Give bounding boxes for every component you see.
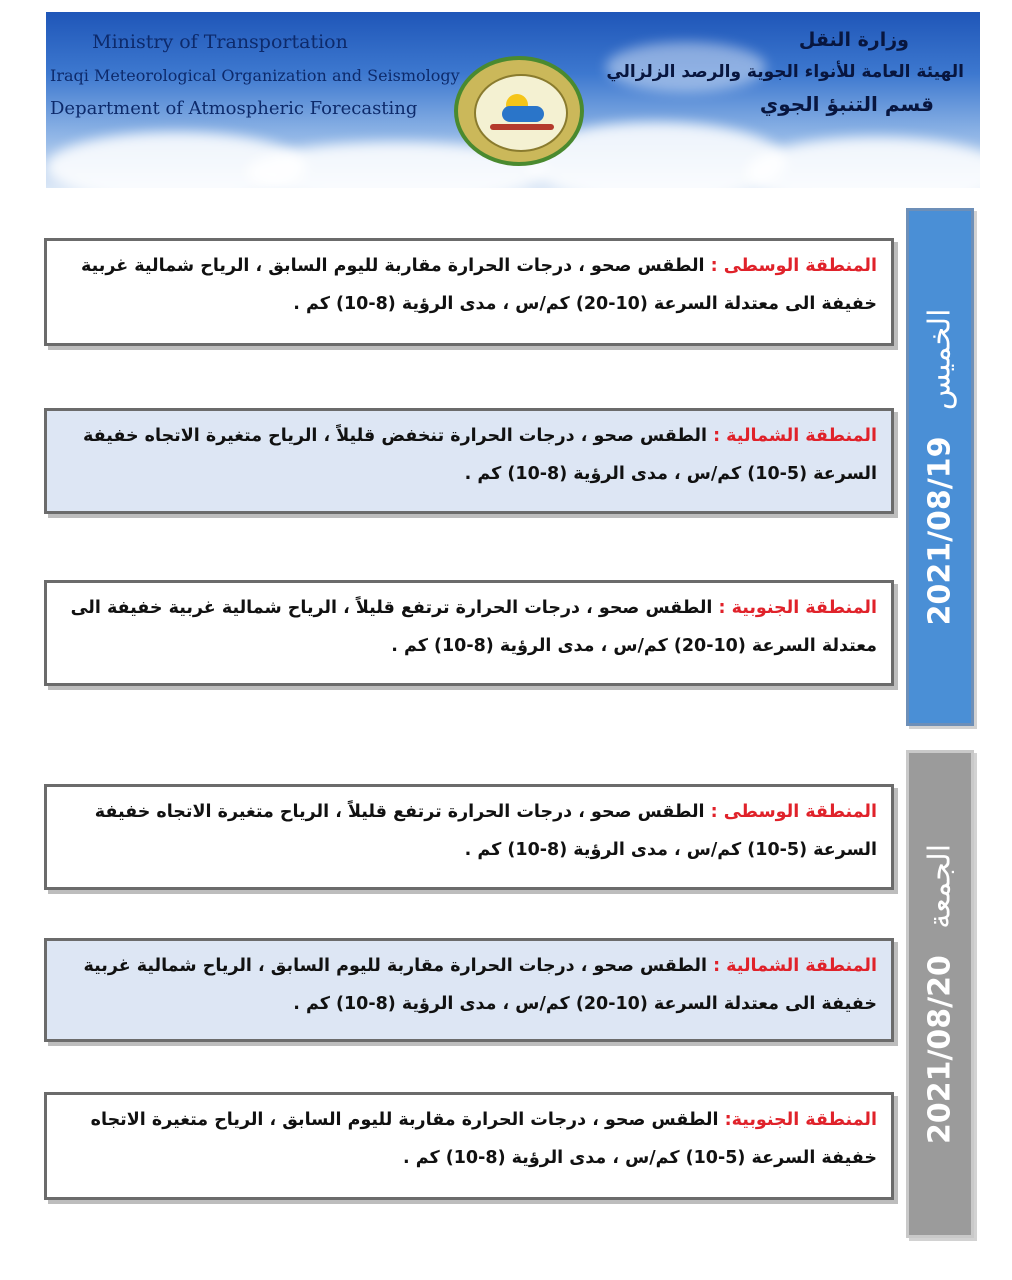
day-name: الخميس (922, 308, 958, 411)
department-name-en: Department of Atmospheric Forecasting (50, 98, 418, 119)
forecast-text: الطقس صحو ، درجات الحرارة مقاربة لليوم السابق ، الرياح شمالية غربية خفيفة الى معتدلة السرعة (10-20) كم/س ، مدى الرؤية (8-10) كم . (81, 256, 877, 314)
forecast-box-north-day1 (44, 408, 894, 514)
region-label: المنطقة الوسطى : (710, 256, 877, 276)
header-arabic-text (606, 24, 964, 120)
ministry-name-en: Ministry of Transportation (92, 31, 348, 53)
region-label: المنطقة الشمالية : (713, 426, 877, 446)
region-label: المنطقة الشمالية : (713, 956, 877, 976)
forecast-box-central-day2 (44, 784, 894, 890)
day-name: الجمعة (922, 843, 958, 929)
day-date: 2021/08/20 (922, 955, 958, 1145)
organization-seal-logo (454, 56, 584, 166)
region-label: المنطقة الوسطى : (710, 802, 877, 822)
header-banner (46, 12, 980, 188)
organization-name-ar: الهيئة العامة للأنواء الجوية والرصد الزلزالي (606, 62, 964, 82)
forecast-box-central-day1 (44, 238, 894, 346)
forecast-text: الطقس صحو ، درجات الحرارة ترتفع قليلاً ، الرياح متغيرة الاتجاه خفيفة السرعة (5-10) كم/س ، مدى الرؤية (8-10) كم . (94, 802, 877, 860)
region-label: المنطقة الجنوبية: (724, 1110, 877, 1130)
forecast-text: الطقس صحو ، درجات الحرارة تنخفض قليلاً ، الرياح متغيرة الاتجاه خفيفة السرعة (5-10) كم/س ، مدى الرؤية (8-10) كم . (83, 426, 877, 484)
cloud-icon (502, 106, 544, 122)
forecast-box-south-day1 (44, 580, 894, 686)
ministry-name-ar: وزارة النقل (798, 29, 909, 51)
forecast-box-north-day2 (44, 938, 894, 1042)
region-label: المنطقة الجنوبية : (718, 598, 877, 618)
day-date: 2021/08/19 (922, 436, 958, 626)
organization-name-en: Iraqi Meteorological Organization and Seismology (50, 66, 460, 85)
day-label-friday (906, 750, 974, 1238)
forecast-text: الطقس صحو ، درجات الحرارة ترتفع قليلاً ، الرياح شمالية غربية خفيفة الى معتدلة السرعة (10-20) كم/س ، مدى الرؤية (8-10) كم . (70, 598, 877, 656)
forecast-text: الطقس صحو ، درجات الحرارة مقاربة لليوم السابق ، الرياح متغيرة الاتجاه خفيفة السرعة (5-10) كم/س ، مدى الرؤية (8-10) كم . (90, 1110, 877, 1168)
forecast-text: الطقس صحو ، درجات الحرارة مقاربة لليوم السابق ، الرياح شمالية غربية خفيفة الى معتدلة السرعة (10-20) كم/س ، مدى الرؤية (8-10) كم . (83, 956, 877, 1014)
header-english-text (50, 26, 460, 125)
day-label-thursday (906, 208, 974, 726)
forecast-box-south-day2 (44, 1092, 894, 1200)
department-name-ar: قسم التنبؤ الجوي (759, 92, 934, 116)
